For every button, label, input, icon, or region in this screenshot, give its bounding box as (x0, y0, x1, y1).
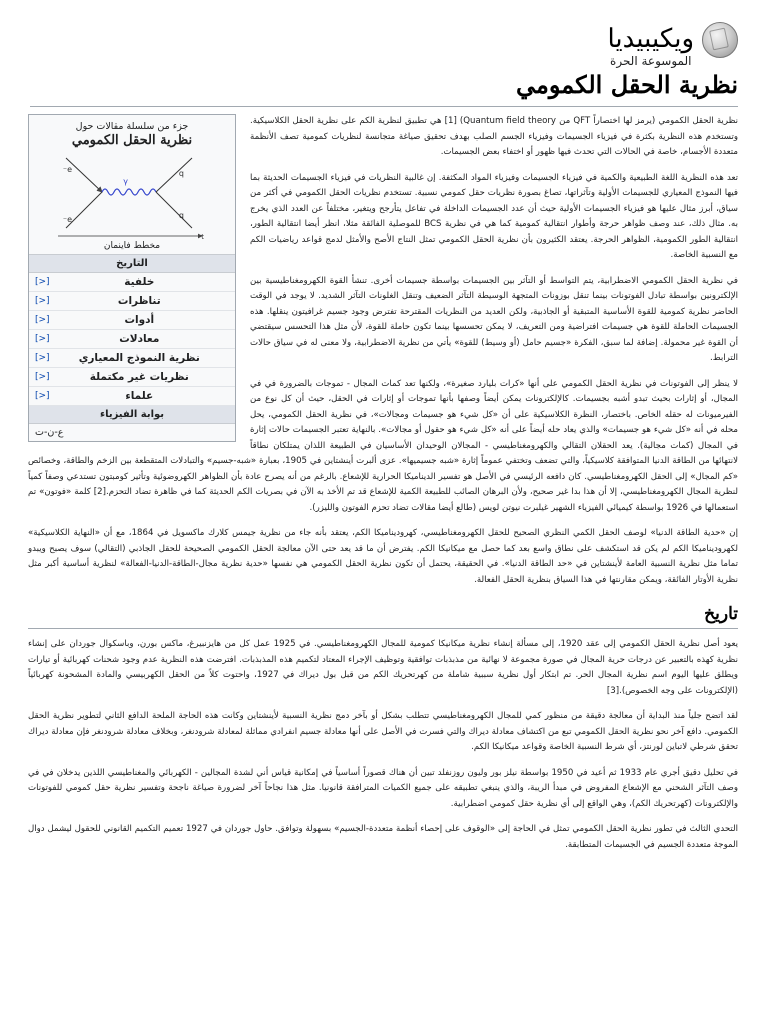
infobox-item[interactable] (29, 330, 235, 349)
expand-toggle[interactable]: [>] (35, 296, 50, 306)
body-paragraph: إن «حدية الطاقة الدنيا» لوصف الحقل الكمي النظري الصحيح للحقل الكهرومغناطيسي، كهروديناميكا الكم، يعتقد بأنه جاء من نظرية جيمس كلارك ماكسويل في 1864، مع أن «النهاية الكلاسيكية» لكهروديناميكا الكم لم يكن قد استكشف على نطاق واسع بعد كما حصل مع ميكانيكا الكم. يفترض أن ما قد يعد حتى الآن معالجة الحقل الكمومي الصحيحة للحقل الجاذبي (التقالي) سوف يصبح ويبدو تماما مثل نظرية النسبية العامة لأينشتاين في «حد الطاقة الدنيا». في الحقيقة، يحتمل أن تكون نظرية الحقل الكمومي هي نفسها «حدية نظرية مجال-الطاقة-الدنيا-الفعالة» لنظرية أساسية أكبر مثل نظرية الأوتار الفائقة، ويمكن مقارنتها في هذا السياق بنظرية الحقل الفعالة. (28, 528, 738, 585)
expand-toggle[interactable]: [>] (35, 353, 50, 363)
infobox-item-label: نظريات غير مكتملة (89, 371, 189, 383)
infobox-item-label: تناظرات (117, 295, 161, 307)
infobox-item-label: علماء (125, 390, 154, 402)
quark-in-line (156, 192, 192, 228)
body-paragraph: يعود أصل نظرية الحقل الكمومي إلى عقد 1920، إلى مسألة إنشاء نظرية ميكانيكا كمومية للمجال الكهرومغناطيسي. في 1925 عمل كل من هايزنبيرغ، ماكس بورن، وباسكوال جوردان على إنشاء نظرية كهذه بالتعبير عن درجات حرية المجال في صورة مجموعة لا نهائية من مذبذبات توافقية وتوظيف الإجراء المعتاد لتكميم هذه المذبذبات. افترضت هذه النظرية عدم وجود شحنات كهربائية أو تيارات ويطلق عليها اليوم اسم نظرية المجال الحر. تم ابتكار أول نظرية سببية شاملة من كهرتحريك الكم من قبل بول ديراك في 1927، واحتوت كلاً من الحقل الكهربيسي والمادة المشحونة كهربائياً (الإلكترونات على وجه الخصوص).[3] (28, 639, 738, 696)
photon-wavy-line (102, 189, 156, 195)
expand-toggle[interactable]: [>] (35, 391, 50, 401)
infobox-item-label: نظرية النموذج المعياري (78, 352, 200, 364)
infobox-history-heading[interactable]: التاريخ (29, 255, 235, 273)
expand-toggle[interactable]: [>] (35, 334, 50, 344)
diagram-label-t: t (201, 233, 204, 240)
infobox-item[interactable] (29, 292, 235, 311)
diagram-label-q2: q (178, 211, 184, 220)
section-heading-history: تاريخ (28, 604, 738, 629)
infobox-item[interactable] (29, 273, 235, 292)
body-paragraph: نظرية الحقل الكمومي (يرمز لها اختصاراً QFT من Quantum field theory) [1] هي تطبيق لنظرية الكم على نظرية الحقل الكلاسيكية. وتستخدم هذه النظرية بكثرة في فيزياء الجسيمات وفيزياء الجسم الصلب بهدف تحقيق صياغة متجانسة لنظريات كمومية تصف الأنظمة متعددة الأجسام، خاصة في الحالات التي تحدث فيها ظهور أو اختفاء بعض الجسيمات. (250, 116, 739, 157)
infobox (28, 114, 236, 442)
infobox-caption: مخطط فاينمان (29, 240, 235, 255)
expand-toggle[interactable]: [>] (35, 315, 50, 325)
page-title: نظرية الحقل الكمومي (515, 70, 738, 99)
navbox-links[interactable]: ع-ن-ت (35, 427, 64, 438)
quark-out-line (156, 158, 192, 192)
infobox-item[interactable] (29, 349, 235, 368)
title-divider (30, 106, 738, 107)
history-section (28, 637, 738, 853)
infobox-series-label: جزء من سلسلة مقالات حول (75, 121, 189, 132)
infobox-item-label: معادلات (119, 333, 160, 345)
site-wordmark[interactable] (608, 24, 695, 68)
wikipedia-globe-logo[interactable] (702, 22, 738, 58)
diagram-label-q1: q (178, 169, 184, 178)
article-content (28, 114, 738, 863)
electron-in-line (66, 158, 102, 192)
body-paragraph: لا ينظر إلى الفوتونات في نظرية الحقل الكمومي على أنها «كرات بليارد صغيرة»، ولكنها تعد كمات المجال - تموجات بالضرورة في في المجال، أو إثارات بحيث تبدو أشبه بجسيمات. كالإلكترونات يمكن أيضاً وصفها بأنها تموجات أو إثارات في الحقل، حيث أن كل نوع من الفيرميونات له حقله الخاص. باختصار، النظرة الكلاسيكية على أن «كل شيء هو جسيمات ومجالات»، في نظرية الحقل الكمومي، يحل محله في أنه «كل شيء هو جسيمات» والذي يعاد حله أيضاً على أنه «كل شيء هو حقول أو مجالات». بالنهاية تعتبر الجسيمات حالات إثارة في المجال (كمات مجالية). يعد الحقلان التقالي والكهرومغناطيسي - المجالان الوحيدان الأساسيان في الطبيعة اللذان يمتلكان نطاقاً لانتهائها من الطاقة الدنيا المتوافقة كلاسيكياً، والتي تضعف وتختفي عموماً إثارة «شبه جسيميها». عزى ألبرت أينشتاين في 1905، بعبارة «شبه-جسيم» والتبادلات المتقطعة بين الزخم والطاقة، وخصائص «كم المجال» إلى الحقل الكهرومغناطيسي. كان دافعه الرئيسي في الأصل هو تفسير الديناميكا الحرارية للإشعاع. بالرغم من أنه يصرح عادة بأن الظواهر الكهروضوئية وتأثير كومبتون تستدعي وصفاً كمياً لنظرية المجال الكهرومغناطيسي، إلا أن هذا بدا غير صحيح، ولأن البرهان الصائب للطبيعة الكمية للإشعاع قد تم الأخذ به الآن في بصريات الكم الحديثة كما في ظاهرة تضاد التحزم.[2] كلمة «فوتون» تم استعمالها في 1926 بواسطة كيميائي الفيزياء الشهير غيلبرت نيوتن لويس (طالع أيضا مقالات تضاد تحزم الفوتون والليزر). (28, 378, 738, 513)
body-paragraph: تعد هذه النظرية اللغة الطبيعية والكمية في فيزياء الجسيمات وفيزياء المواد المكثفة. إن غالبية النظريات في فيزياء الجسيمات الحديثة بما فيها النموذج المعياري للجسيمات الأولية وتآثراتها، تصاغ بصورة نظريات حقل كمومي نسبية. تستخدم نظريات الحقل الكمومي في أكثر من سياق، أبرز مثال عليها هو فيزياء الجسيمات الأولية حيث أن عدد الجسيمات الداخلة في تفاعل يتأرجح ويتغير، مختلفاً عن العدد الذي يخرج به. مثال ذلك، عند وصف ظواهر حرجة وأطوار انتقالية كمومية كما هي في نظرية BCS للموصلية الفائقة مثلا، انظر أيضا انتقالية الطور، انتقالية الطور الكمومية، الظواهر الحرجة. يعتقد الكثيرون بأن نظرية الحقل الكمومي تمثل النتاج الأصح والأمثل لدمج قواعد رياضيات الكم مع النسبية الخاصة. (250, 172, 739, 260)
body-paragraph: التحدي الثالث في تطور نظرية الحقل الكمومي تمثل في الحاجة إلى «الوقوف على إحصاء أنظمة متعددة-الجسيم» بسهولة وتوافق. حاول جوردان في 1927 تعميم التكميم القانوني للحقول ليشمل دوال الموجة متعددة الجسيم في الجسيمات المتطابقة. (28, 824, 738, 850)
diagram-label-gamma: γ (123, 177, 128, 186)
feynman-diagram[interactable] (52, 148, 212, 240)
body-paragraph: لقد اتضح جلياً منذ البداية أن معالجة دقيقة من منظور كمي للمجال الكهرومغناطيسي تتطلب بشكل أو بآخر دمج نظرية النسبية لأينشتاين وكانت هذه الحاجة الملحة الدافع الثاني لتطوير نظرية الحقل الكمومي. دافع آخر نحو نظرية الحقل الكمومي تبع من اكتشاف معادلة ديراك والتي فسرت في الأصل على أنها معادلة جسيم انفرادي مماثلة لمعادلة شرودنغر، وبخلاف معادلة شرودنغر فإن معادلة ديراك تحقق شرطي لاتباين لورنتز، أي شرط النسبية الخاصة وقواعد ميكانيكا الكم. (28, 711, 738, 752)
diagram-label-e1: e⁻ (62, 165, 72, 174)
site-name: ويكيبيديا (607, 24, 694, 54)
infobox-item[interactable] (29, 368, 235, 387)
infobox-portal-heading[interactable]: بوابة الفيزياء (29, 406, 235, 424)
infobox-item[interactable] (29, 387, 235, 406)
expand-toggle[interactable]: [>] (35, 372, 50, 382)
infobox-item-list (29, 273, 235, 406)
body-paragraph: في تحليل دقيق أجري عام 1933 ثم أعيد في 1950 بواسطة نيلز بور وليون روزنفلد تبين أن هناك قصوراً أساسياً في إمكانية قياس أني لشدة المجالين - الكهربائي والمغناطيسي اللذين يدخلان في في وصف التآثر الشحني مع الإشعاع المفروض في مبدأ الريبة، والذي ينبغي تطبيقه على جميع الكميات المترافقة قانونيا. مثل هذا نجاحاً آخر لضرورة صياغة ناجحة وتفسير نظرية حقل كمومي للفوتونات والإلكترونات (كهرتحريك الكم)، وهي الواقع إلى أي نظرية حقل كمومي اضطرابية. (28, 767, 738, 809)
site-tagline: الموسوعة الحرة (610, 54, 692, 68)
diagram-label-e2: e⁻ (62, 215, 72, 224)
infobox-item[interactable] (29, 311, 235, 330)
infobox-item-label: خلفية (124, 276, 155, 288)
infobox-title[interactable]: نظرية الحقل الكمومي (71, 133, 193, 148)
infobox-item-label: أدوات (124, 314, 155, 326)
body-paragraph: في نظرية الحقل الكمومي الاضطرابية، يتم التواسط أو التآثر بين الجسيمات بواسطة جسيمات أخرى. تنشأ القوة الكهرومغناطيسية بين الإلكترونين بواسطة تبادل الفوتونات بينما تنقل بوزونات المتجهة الوسيطة التآثر الضعيف وتنقل الغلونات التآثر الشديد. لا يوجد في الوقت الحاضر نظرية كمومية للقوة الأساسية المتبقية أو الجاذبية، ولكن العديد من النظريات المقترحة تفترض وجود جسيم غرافيتون ينقلها. هذه الجسيمات الحاملة للقوة هي جسيمات افتراضية ومن التعريف، لا يمكن تحسسها بينما تكون حاملة للقوة، لأن مثل هذا التحسس سيقتضي أن القوة غير محمولة. إضافة لما سبق، الفكرة «جسيم حامل (أو وسيط) للقوة» يأتي من نظرية الاضطرابية، ولا معنى له في سياق حالات الترابط. (250, 275, 738, 363)
expand-toggle[interactable]: [>] (35, 277, 50, 287)
site-header (28, 22, 738, 102)
